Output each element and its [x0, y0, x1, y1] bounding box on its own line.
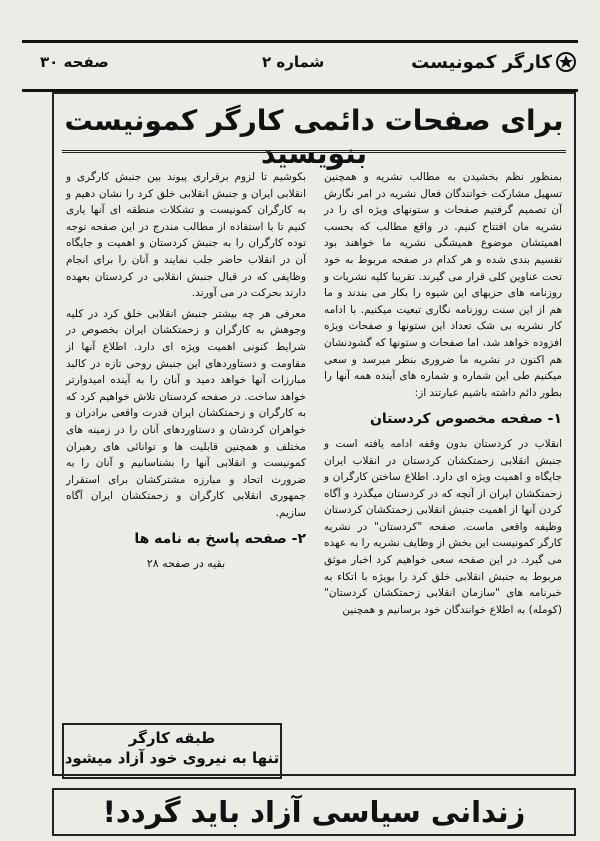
issue-number: شماره ۲: [262, 53, 325, 71]
paragraph: بکوشیم تا لزوم برقراری پیوند بین جنبش کارگری و انقلابی ایران و جنبش انقلابی خلق کرد را نشان دهیم و به کارگران کمونیست و تشکلات منطقه ای آنها یاری کنیم تا با استفاده از مطالب مندرج در این صفحه توجه توده کارگران را به جنبش کردستان و اهمیت و جایگاه آن در انقلاب حاضر جلب نمایند و آنان را برای انجام وظایفی که در قبال جنبش انقلابی در کردستان بعهده دارند بحرکت در می آورند.: [66, 171, 306, 300]
slogan-line-2: تنها به نیروی خود آزاد میشود: [64, 749, 280, 767]
subhead-kurdistan: ۱- صفحه مخصوص کردستان: [369, 411, 562, 428]
page-number: صفحه ۳۰: [40, 53, 109, 71]
newspaper-page: [22, 40, 578, 832]
slogan-box: [62, 723, 282, 779]
paragraph: معرفی هر چه بیشتر جنبش انقلابی خلق کرد در کلیه وجوهش به کارگران و زحمتکشان ایران بخصوص در شرایط کنونی اهمیت ویژه ای دارد. اطلاع آنها از مقاومت و دستاوردهای این جنبش روحی تازه در کالبد مبارزات آنها خواهد دمید و آنان را به آینده امیدوارتر خواهد ساخت. در صفحه کردستان تلاش خواهیم کرد که به کارگران و زحمتکشان ایران قدرت واقعی برادران و خواهران کردشان و دستاوردهای آنان را در زمینه های مختلف و همچنین قابلیت ها و توانائی های رهبران کمونیست و انقلابی آنها را بشناسانیم و آنان را به ضرورت اتحاد و مبارزه مشترکشان برای استقرار جمهوری انقلابی کارگران و زحمتکشان ایران آگاه سازیم.: [66, 307, 306, 519]
article-title: برای صفحات دائمی کارگر کمونیست بنویسید: [64, 104, 564, 170]
paragraph: بمنظور نظم بخشیدن به مطالب نشریه و همچنین تسهیل مشارکت خوانندگان فعال نشریه در امر نگارش آن تصمیم گرفتیم صفحات و ستونهای ویژه ای را در نشریه مان افتتاح کنیم. در واقع مطالب که بحسب اهمیتشان موضوع همیشگی نشریه ما خواهند بود تقسیم بندی شده و هر کدام در صفحه مربوط به خود تحت عناوین کلی قرار می گیرند. تقریبا کلیه نشریات و روزنامه های حزبهای این شیوه را بکار می بندند و ما هم از این سنت روزنامه نگاری تبعیت میکنیم. با ادامه کار نشریه بی شک تعداد این ستونها و صفحات ویژه افزوده خواهد شد، اما صفحات و ستونها که گشودنشان هم اکنون در نشریه ما ضروری بنظر میرسد و سعی میکنیم طی این شماره و شماره های آینده همه آنها را بطور دائم داشته باشیم عبارتند از:: [324, 171, 562, 399]
slogan-line-1: طبقه کارگر: [128, 729, 216, 747]
star-emblem-icon: [556, 51, 576, 73]
right-column: [324, 169, 562, 622]
main-article: [52, 92, 576, 776]
subhead-letters: ۲- صفحه پاسخ به نامه ها: [134, 531, 306, 548]
publication-name: کارگر کمونیست: [411, 51, 552, 73]
page-header: [22, 40, 578, 92]
political-prisoners-banner: زندانی سیاسی آزاد باید گردد!: [52, 788, 576, 836]
left-column: [66, 169, 306, 573]
continued-note: بقیه در صفحه ۲۸: [146, 557, 226, 571]
publication-masthead: [411, 51, 576, 73]
paragraph: انقلاب در کردستان بدون وقفه ادامه یافته است و جنبش انقلابی زحمتکشان کردستان در انقلاب ایران جایگاه و اهمیت ویژه ای دارد. اطلاع ساختن کارگران و زحمتکشان ایران از آنچه که در کردستان میگذرد و آگاه کردن آنها از اهمیت جنبش انقلابی زحمتکشان کردستان وظیفه واقعی ماست. صفحه "کردستان" در نشریه کارگر کمونیست این بخش از وظایف نشریه را به عهده می گیرد. در این صفحه سعی خواهیم کرد اخبار موثق مربوط به جنبش انقلابی خلق کرد را بویژه با اتکاء به خبرنامه های "سازمان انقلابی زحمتکشان کردستان" (کومله) به اطلاع خوانندگان خود برسانیم و همچنین: [324, 437, 562, 616]
title-divider: [62, 150, 566, 153]
